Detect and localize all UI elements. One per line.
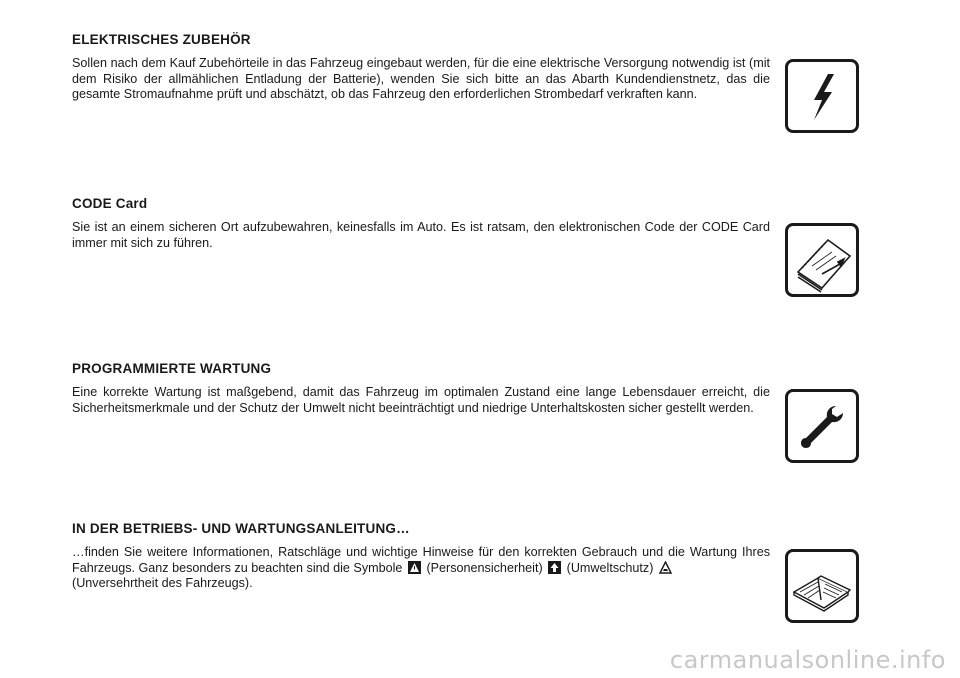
environment-protection-symbol-icon (548, 561, 561, 574)
section-body: Sie ist an einem sicheren Ort aufzubewahren, keinesfalls im Auto. Es ist ratsam, den elektronischen Code der CODE Card immer mit sich zu führen. (72, 220, 770, 250)
section-scheduled-maintenance (72, 361, 770, 416)
section-body: Eine korrekte Wartung ist maßgebend, damit das Fahrzeug im optimalen Zustand eine lange Lebensdauer erreicht, die Sicherheitsmerkmale und der Schutz der Umwelt nicht beeinträchtigt und niedrige Unterhaltskosten sicher gestellt werden. (72, 385, 770, 415)
section-owner-manual (72, 521, 770, 592)
wrench-icon (785, 389, 859, 463)
open-book-icon (785, 549, 859, 623)
section-body-part1: …finden Sie weitere Informationen, Ratschläge und wichtige Hinweise für den korrekten Gebrauch und die Wartung Ihres Fahrzeugs. Ganz besonders zu beachten sind die Symbole (72, 545, 770, 575)
lightning-bolt-icon (785, 59, 859, 133)
section-electrical-accessories (72, 32, 770, 103)
watermark: carmanualsonline.info (669, 646, 946, 674)
section-body: Sollen nach dem Kauf Zubehörteile in das Fahrzeug eingebaut werden, für die eine elektrische Versorgung notwendig ist (mit dem Risiko der allmählichen Entladung der Batterie), wenden Sie sich bitte an das Abarth Kundendienstnetz, das die gesamte Stromaufnahme prüft und abschätzt, ob das Fahrzeug den erforderlichen Strombedarf verkraften kann. (72, 56, 770, 102)
section-body-part2: (Personensicherheit) (426, 560, 543, 575)
section-body-part4: (Unversehrtheit des Fahrzeugs). (72, 576, 253, 591)
section-body-part3: (Umweltschutz) (566, 560, 654, 575)
section-heading: IN DER BETRIEBS- UND WARTUNGSANLEITUNG… (72, 521, 410, 536)
personal-safety-symbol-icon (408, 561, 421, 574)
section-code-card (72, 196, 770, 251)
notebook-pen-icon (785, 223, 859, 297)
section-heading: ELEKTRISCHES ZUBEHÖR (72, 32, 251, 47)
section-heading: CODE Card (72, 196, 148, 211)
section-heading: PROGRAMMIERTE WARTUNG (72, 361, 272, 376)
vehicle-integrity-symbol-icon (659, 561, 672, 574)
section-body (72, 545, 770, 592)
